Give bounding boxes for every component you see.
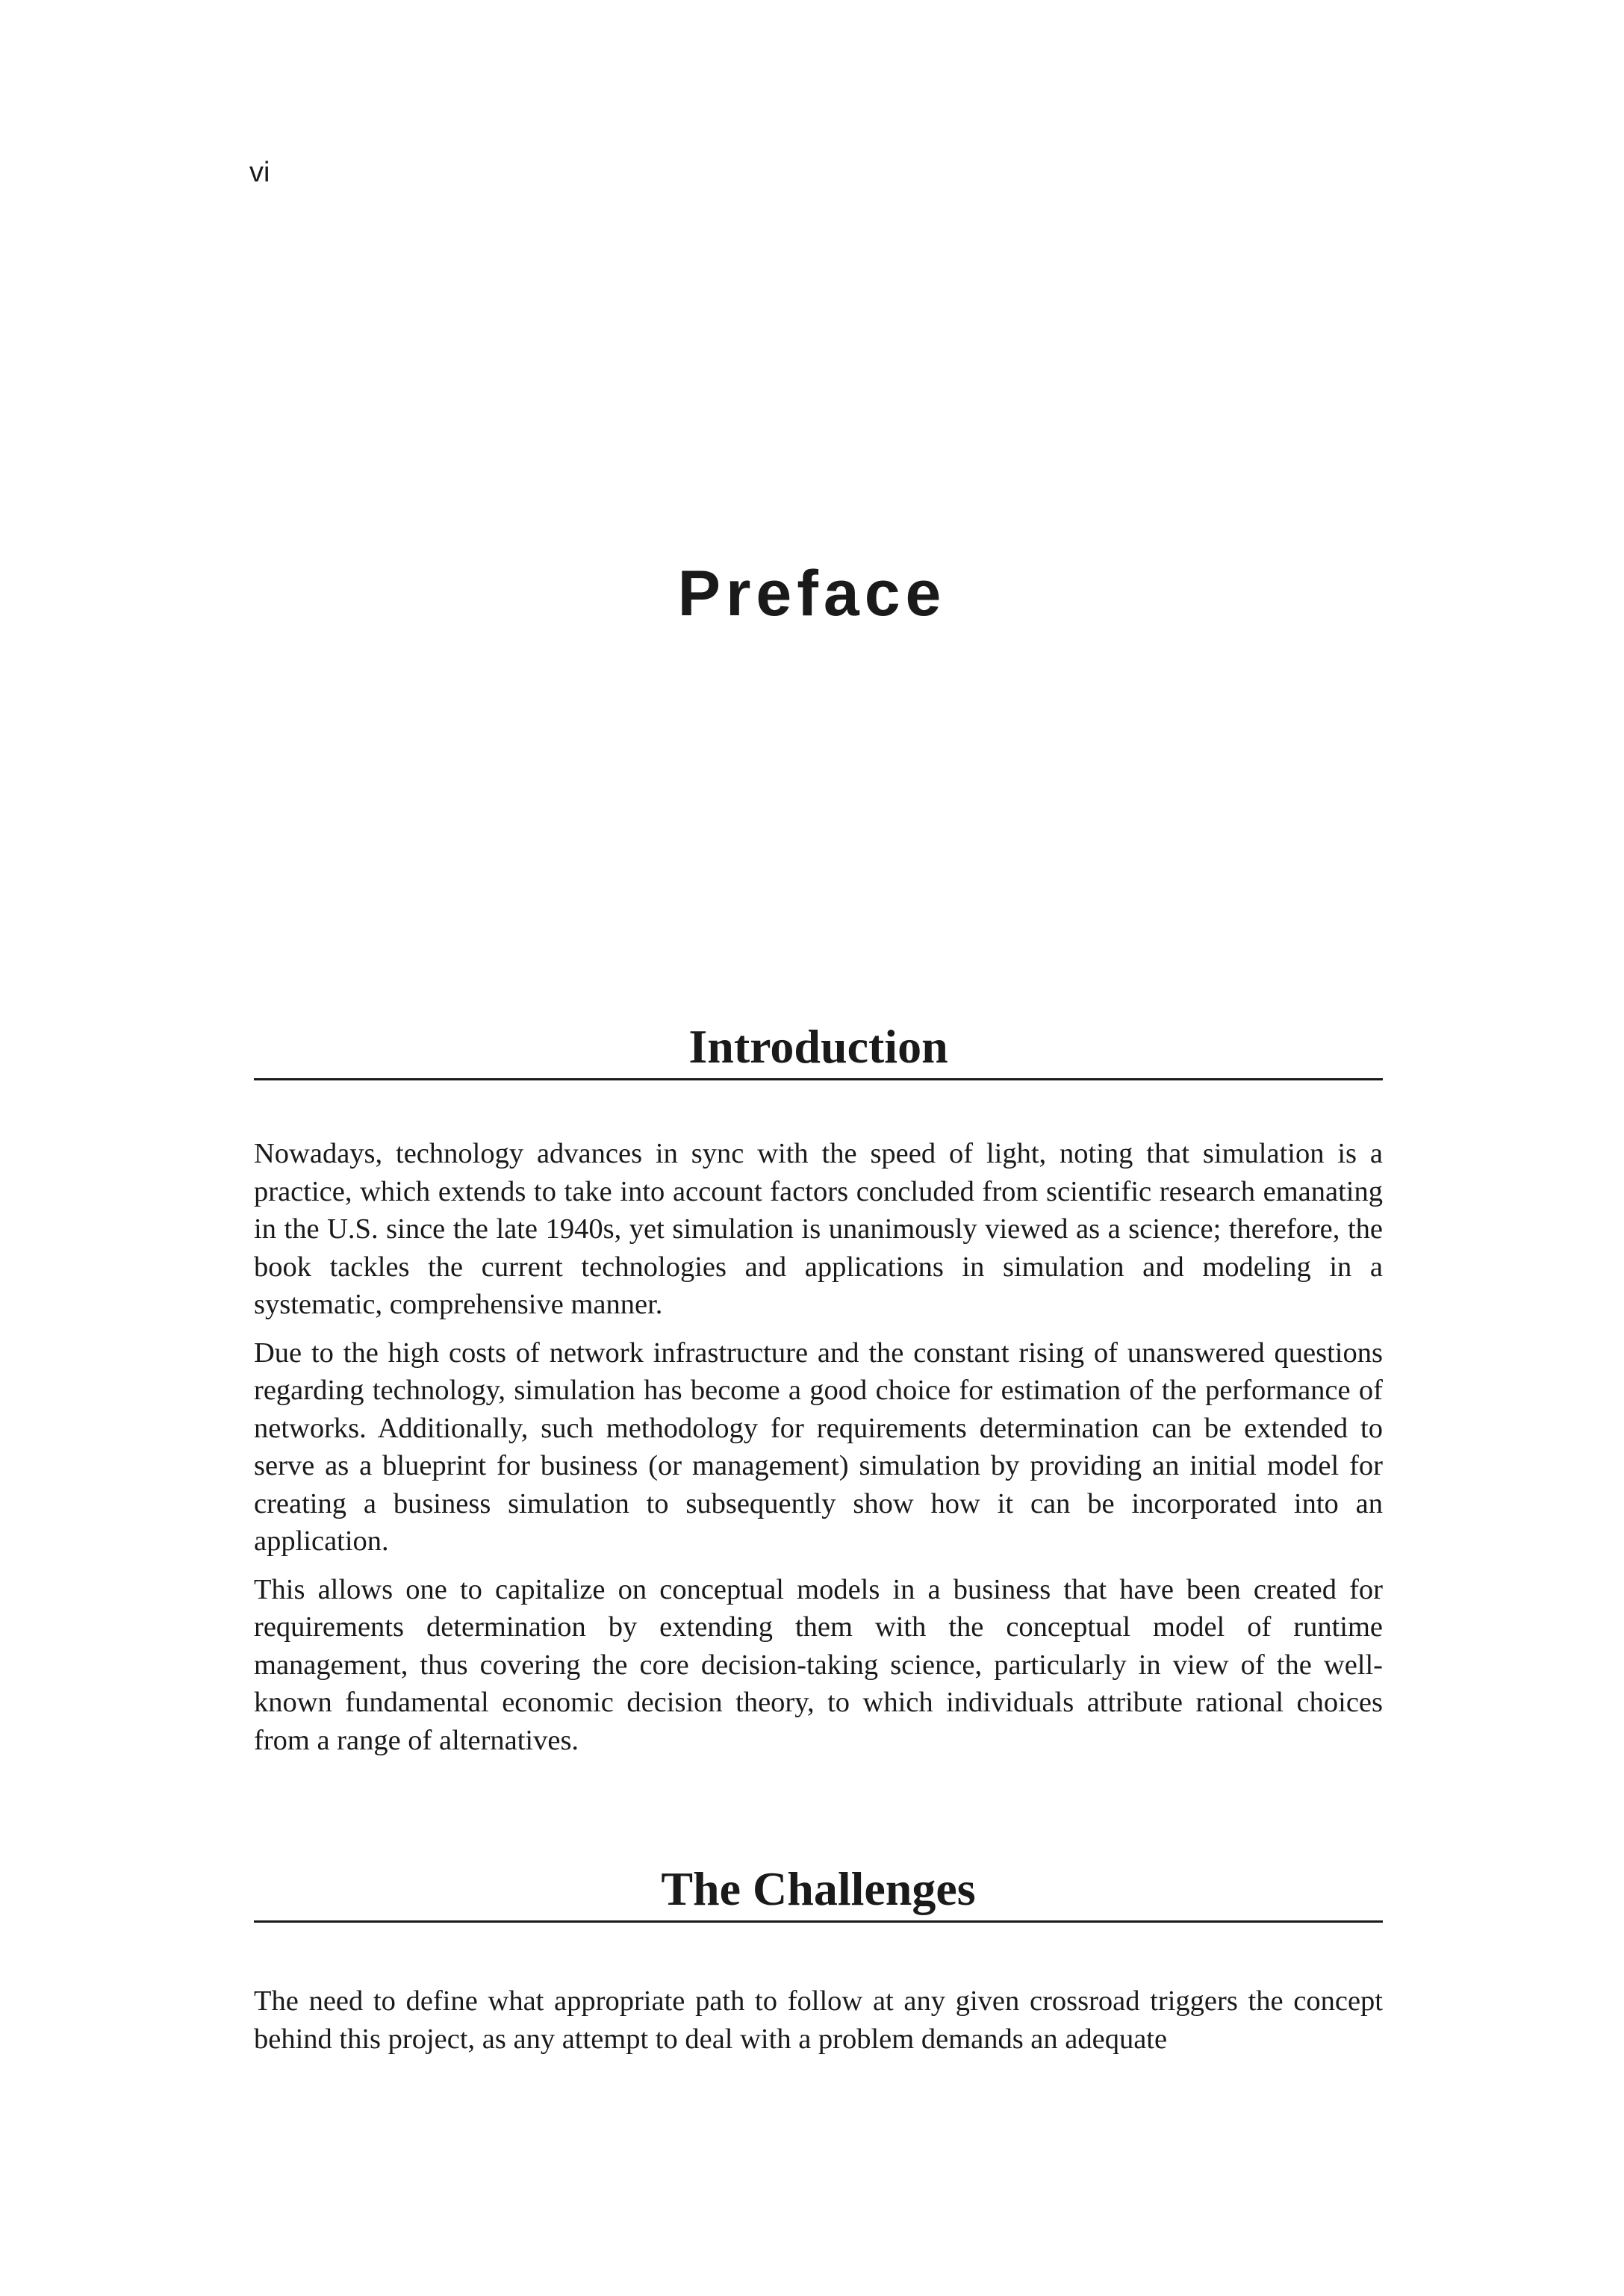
paragraph: The need to define what appropriate path to follow at any given crossroad triggers the concept behind this project, as any attempt to deal with a problem demands an adequate [254,1985,1383,2055]
chapter-title: Preface [677,558,947,629]
paragraph: Due to the high costs of network infrastructure and the constant rising of unanswered questions regarding technology, simulation has become a good choice for estimation of the performance of networks. Additionally, such methodology for requirements determination can be extended to serve as a blueprint for business (or management) simulation by providing an initial model for creating a business simulation to subsequently show how it can be incorporated into an application. [254,1337,1383,1557]
section-introduction [254,1020,1383,1759]
section-body [254,1982,1383,2058]
paragraph: This allows one to capitalize on conceptual models in a business that have been created for requirements determination by extending them with the conceptual model of runtime management, thus covering the core decision-taking science, particularly in view of the well-known fundamental economic decision theory, to which individuals attribute rational choices from a range of alternatives. [254,1573,1383,1756]
paragraph: Nowadays, technology advances in sync with the speed of light, noting that simulation is a practice, which extends to take into account factors concluded from scientific research emanating in the U.S. since the late 1940s, yet simulation is unanimously viewed as a science; therefore, the book tackles the current technologies and applications in simulation and modeling in a systematic, comprehensive manner. [254,1138,1383,1320]
section-body [254,1135,1383,1759]
section-heading: The Challenges [254,1865,1383,1923]
section-heading: Introduction [254,1023,1383,1080]
section-the-challenges [254,1862,1383,2058]
page-number: vi [249,157,270,188]
